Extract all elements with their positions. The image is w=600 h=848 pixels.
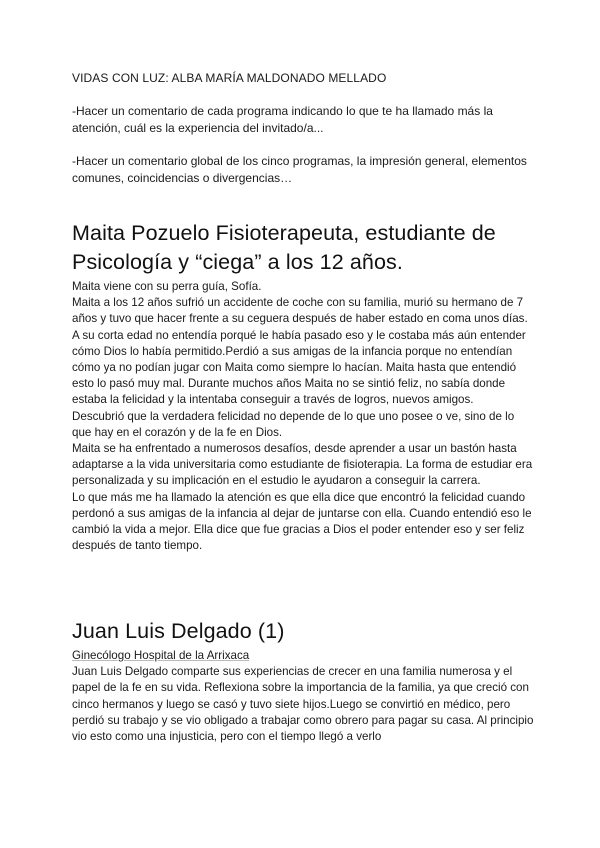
- paragraph: Maita viene con su perra guía, Sofía.: [72, 280, 262, 293]
- section-heading-juan-luis: Juan Luis Delgado (1): [72, 619, 285, 643]
- paragraph: Descubrió que la verdadera felicidad no depende de lo que uno posee o ve, sino de lo que hay en el corazón y de la fe en Dios.: [72, 409, 515, 439]
- instruction-2: -Hacer un comentario global de los cinco programas, la impresión general, elementos comunes, coincidencias o divergencias…: [72, 154, 527, 185]
- paragraph: Lo que más me ha llamado la atención es que ella dice que encontró la felicidad cuando perdonó a sus amigas de la infancia al dejar de juntarse con ella. Cuando entendió eso le cambió la vida a mejor. Ella dice que fue gracias a Dios el poder entender eso y ser feliz después de tanto tiempo.: [72, 490, 532, 553]
- section-subtitle: [72, 648, 534, 664]
- section-heading-maita: Maita Pozuelo Fisioterapeuta, estudiante de Psicología y “ciega” a los 12 años.: [72, 221, 496, 274]
- section-body-juan-luis: [72, 648, 534, 745]
- subtitle-text: Ginecólogo Hospital de la Arrixaca: [72, 649, 250, 662]
- section-body-maita: [72, 279, 534, 554]
- paragraph: Maita se ha enfrentado a numerosos desafíos, desde aprender a usar un bastón hasta adaptarse a la vida universitaria como estudiante de fisioterapia. La forma de estudiar era personalizada y su implicación en el estudio le ayudaron a conseguir la carrera.: [72, 442, 533, 488]
- document-title: VIDAS CON LUZ: ALBA MARÍA MALDONADO MELLADO: [72, 71, 387, 85]
- paragraph: Juan Luis Delgado comparte sus experiencias de crecer en una familia numerosa y el papel de la fe en su vida. Reflexiona sobre la importancia de la familia, ya que creció con cinco hermanos y luego se casó y tuvo siete hijos.Luego se convirtió en médico, pero perdió su trabajo y se vio obligado a trabajar como obrero para pagar su casa. Al principio vio esto como una injusticia, pero con el tiempo llegó a verlo: [72, 665, 534, 744]
- paragraph: Maita a los 12 años sufrió un accidente de coche con su familia, murió su hermano de 7 años y tuvo que hacer frente a su ceguera después de haber estado en coma unos días. A su corta edad no entendía porqué le había pasado eso y le costaba más aún entender cómo Dios lo había permitido.Perdió a sus amigas de la infancia porque no entendían cómo ya no podían jugar con Maita como siempre lo hacían. Maita hasta que entendió esto lo pasó muy mal. Durante muchos años Maita no se sintió feliz, no sabía donde estaba la felicidad y la intentaba conseguir a través de logros, nuevos amigos.: [72, 296, 528, 407]
- instruction-1: -Hacer un comentario de cada programa indicando lo que te ha llamado más la atención, cuál es la experiencia del invitado/a...: [72, 104, 493, 135]
